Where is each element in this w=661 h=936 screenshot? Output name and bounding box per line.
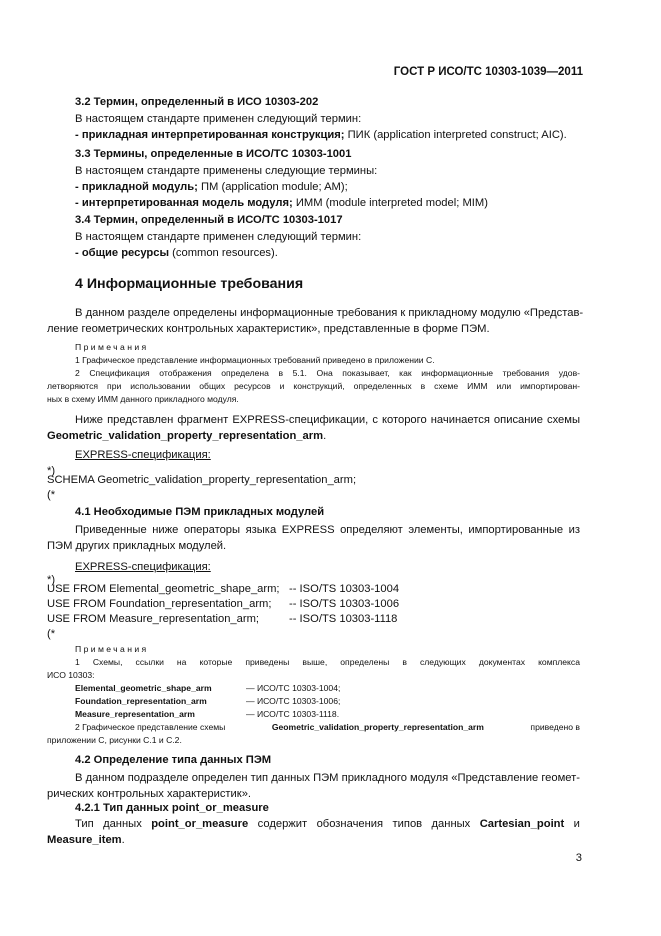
ref-schema-name: Foundation_representation_arm <box>75 696 207 706</box>
section-3-3-term-1 <box>75 181 348 193</box>
type-name: Cartesian_point <box>479 818 565 830</box>
code-schema-line: SCHEMA Geometric_validation_property_representation_arm; <box>47 474 357 486</box>
term-bold: - общие ресурсы <box>75 247 170 259</box>
term-rest: ИММ (module interpreted model; MIM) <box>292 197 488 209</box>
section-4-1-note-1-line-1: 1 Схемы, ссылки на которые приведены выше, определены в следующих документах комплекса <box>75 657 580 667</box>
section-4-note-2-line-3: ных в схему ИММ данного прикладного модуля. <box>47 394 239 404</box>
section-4-2-1-para-line-2 <box>47 834 125 846</box>
section-4-1-heading: 4.1 Необходимые ПЭМ прикладных модулей <box>75 506 325 518</box>
section-4-note-2-line-1: 2 Спецификация отображения определена в 5.1. Она показывает, как информационные требования удов- <box>75 368 580 378</box>
section-4-para-2-line-2 <box>47 430 326 442</box>
section-4-para-1-line-1: В данном разделе определены информационные требования к прикладному модулю «Представ- <box>75 307 584 319</box>
word: обозначения <box>316 818 384 830</box>
section-4-1-note-2-line-2: приложении С, рисунки С.1 и С.2. <box>47 735 182 745</box>
section-4-heading: 4 Информационные требования <box>75 276 304 292</box>
term-rest: ПИК (application interpreted construct; AIC). <box>344 129 567 141</box>
section-4-2-1-heading: 4.2.1 Тип данных point_or_measure <box>75 802 269 814</box>
period: . <box>121 834 125 846</box>
section-4-1-para-line-2: ПЭМ других прикладных модулей. <box>47 540 227 552</box>
note-text: приведено в <box>530 722 580 732</box>
use-reference: -- ISO/TS 10303-1004 <box>289 583 400 595</box>
section-4-1-express-label: EXPRESS-спецификация: <box>75 561 211 573</box>
schema-name: Geometric_validation_property_representation_arm <box>47 430 324 442</box>
section-4-note-2-line-2: летворяются при использовании общих ресурсов и конструкций, определенных в схеме ИММ или импортирован- <box>47 381 580 391</box>
section-3-4-heading: 3.4 Термин, определенный в ИСО/ТС 10303-1017 <box>75 214 343 226</box>
section-3-2-heading: 3.2 Термин, определенный в ИСО 10303-202 <box>75 96 319 108</box>
section-4-2-1-para-line-1 <box>75 818 580 830</box>
ref-document: — ИСО/ТС 10303-1004; <box>246 683 341 693</box>
code-line: *) <box>47 465 56 477</box>
term-bold: - прикладной модуль; <box>75 181 198 193</box>
term-rest: (common resources). <box>169 247 278 259</box>
page-header: ГОСТ Р ИСО/ТС 10303-1039—2011 <box>393 66 583 78</box>
section-4-1-note-2-line-1 <box>75 722 580 732</box>
type-name: point_or_measure <box>151 818 249 830</box>
section-4-2-para-line-2: рических контрольных характеристик». <box>47 788 252 800</box>
ref-schema-name: Measure_representation_arm <box>75 709 195 719</box>
use-statement: USE FROM Foundation_representation_arm; <box>47 598 272 610</box>
word: данных <box>431 818 471 830</box>
section-4-para-1-line-2: ление геометрических контрольных характеристик», представленные в форме ПЭМ. <box>47 323 490 335</box>
section-3-3-term-2 <box>75 197 488 209</box>
section-3-3-intro: В настоящем стандарте применены следующие термины: <box>75 165 378 177</box>
use-reference: -- ISO/TS 10303-1006 <box>289 598 400 610</box>
use-reference: -- ISO/TS 10303-1118 <box>289 613 398 625</box>
code-line: (* <box>47 628 56 640</box>
note-text: 2 Графическое представление схемы <box>75 722 226 732</box>
section-3-3-heading: 3.3 Термины, определенные в ИСО/ТС 10303-1001 <box>75 148 352 160</box>
ref-document: — ИСО/ТС 10303-1006; <box>246 696 341 706</box>
schema-name: Geometric_validation_property_representation_arm <box>271 722 484 732</box>
term-bold: - интерпретированная модель модуля; <box>75 197 293 209</box>
section-3-4-intro: В настоящем стандарте применен следующий термин: <box>75 231 362 243</box>
section-4-notes-label: Примечания <box>75 342 149 352</box>
section-4-note-1: 1 Графическое представление информационных требований приведено в приложении С. <box>75 355 435 365</box>
section-4-2-para-line-1: В данном подразделе определен тип данных ПЭМ прикладного модуля «Представление геомет- <box>75 772 580 784</box>
period: . <box>323 430 327 442</box>
word: Тип <box>75 818 94 830</box>
use-statement: USE FROM Measure_representation_arm; <box>47 613 260 625</box>
section-4-express-label: EXPRESS-спецификация: <box>75 449 211 461</box>
section-4-1-para-line-1: Приведенные ниже операторы языка EXPRESS определяют элементы, импортированные из <box>75 524 580 536</box>
code-line: *) <box>47 574 56 586</box>
word: типов <box>392 818 423 830</box>
term-bold: - прикладная интерпретированная конструкция; <box>75 129 345 141</box>
page-number: 3 <box>575 852 582 864</box>
word: данных <box>103 818 142 830</box>
word: содержит <box>257 818 308 830</box>
type-name: Measure_item <box>47 834 122 846</box>
use-statement: USE FROM Elemental_geometric_shape_arm; <box>47 583 280 595</box>
ref-schema-name: Elemental_geometric_shape_arm <box>75 683 212 693</box>
section-4-1-note-1-line-2: ИСО 10303: <box>47 670 95 680</box>
section-4-1-notes-label: Примечания <box>75 644 149 654</box>
section-4-para-2-line-1: Ниже представлен фрагмент EXPRESS-спецификации, с которого начинается описание схемы <box>75 414 580 426</box>
code-line: (* <box>47 489 56 501</box>
word: и <box>573 818 580 830</box>
section-3-4-term-1 <box>75 247 278 259</box>
section-3-2-intro: В настоящем стандарте применен следующий термин: <box>75 113 362 125</box>
section-4-2-heading: 4.2 Определение типа данных ПЭМ <box>75 754 272 766</box>
section-3-2-term-1 <box>75 129 567 141</box>
ref-document: — ИСО/ТС 10303-1118. <box>246 709 340 719</box>
term-rest: ПМ (application module; AM); <box>197 181 348 193</box>
